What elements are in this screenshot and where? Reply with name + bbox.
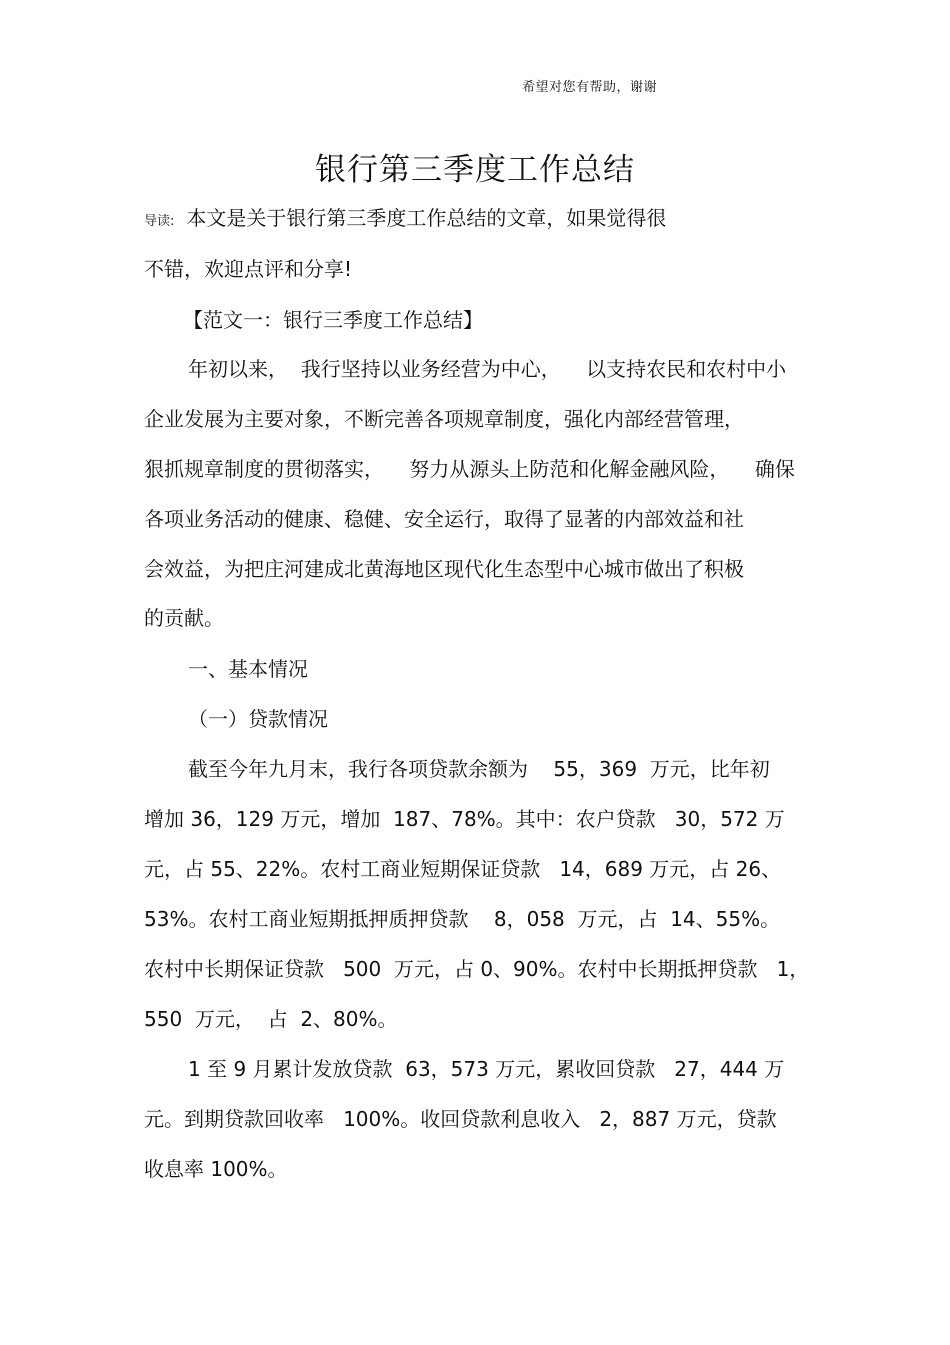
header-note: 希望对您有帮助，谢谢 — [522, 80, 658, 95]
para1-line: 企业发展为主要对象，不断完善各项规章制度，强化内部经营管理， — [144, 407, 744, 431]
para1-line: 会效益，为把庄河建成北黄海地区现代化生态型中心城市做出了积极 — [144, 557, 744, 581]
para1-line: 的贡献。 — [144, 606, 224, 630]
lead-label: 导读: — [144, 214, 175, 229]
para2-line: 53%。农村工商业短期抵押质押贷款 8，058 万元，占 14、55%。 — [144, 907, 781, 931]
para2-line: 元，占 55、22%。农村工商业短期保证贷款 14，689 万元，占 26、 — [144, 857, 782, 881]
lead-text-1: 本文是关于银行第三季度工作总结的文章，如果觉得很 — [186, 206, 667, 230]
sample-heading: 【范文一：银行三季度工作总结】 — [183, 308, 483, 332]
para3-line: 1 至 9 月累计发放贷款 63，573 万元，累收回贷款 27，444 万 — [188, 1057, 785, 1081]
lead-line-2: 不错，欢迎点评和分享! — [144, 257, 353, 281]
para3-line: 收息率 100%。 — [144, 1157, 288, 1181]
subsection-heading: （一）贷款情况 — [188, 707, 328, 731]
para3-line: 元。到期贷款回收率 100%。收回贷款利息收入 2，887 万元，贷款 — [144, 1107, 777, 1131]
para2-line: 截至今年九月末，我行各项贷款余额为 55，369 万元，比年初 — [188, 757, 770, 781]
para1-line: 各项业务活动的健康、稳健、安全运行，取得了显著的内部效益和社 — [144, 507, 744, 531]
section-heading: 一、基本情况 — [188, 657, 308, 681]
document-title: 银行第三季度工作总结 — [315, 152, 635, 188]
para1-line: 年初以来， 我行坚持以业务经营为中心， 以支持农民和农村中小 — [188, 357, 787, 381]
para2-line: 农村中长期保证贷款 500 万元，占 0、90%。农村中长期抵押贷款 1， — [144, 957, 810, 981]
para1-line: 狠抓规章制度的贯彻落实， 努力从源头上防范和化解金融风险， 确保 — [144, 457, 795, 481]
lead-line-1 — [144, 204, 666, 236]
para2-line: 550 万元， 占 2、80%。 — [144, 1007, 398, 1031]
para2-line: 增加 36，129 万元，增加 187、78%。其中：农户贷款 30，572 万 — [144, 807, 785, 831]
